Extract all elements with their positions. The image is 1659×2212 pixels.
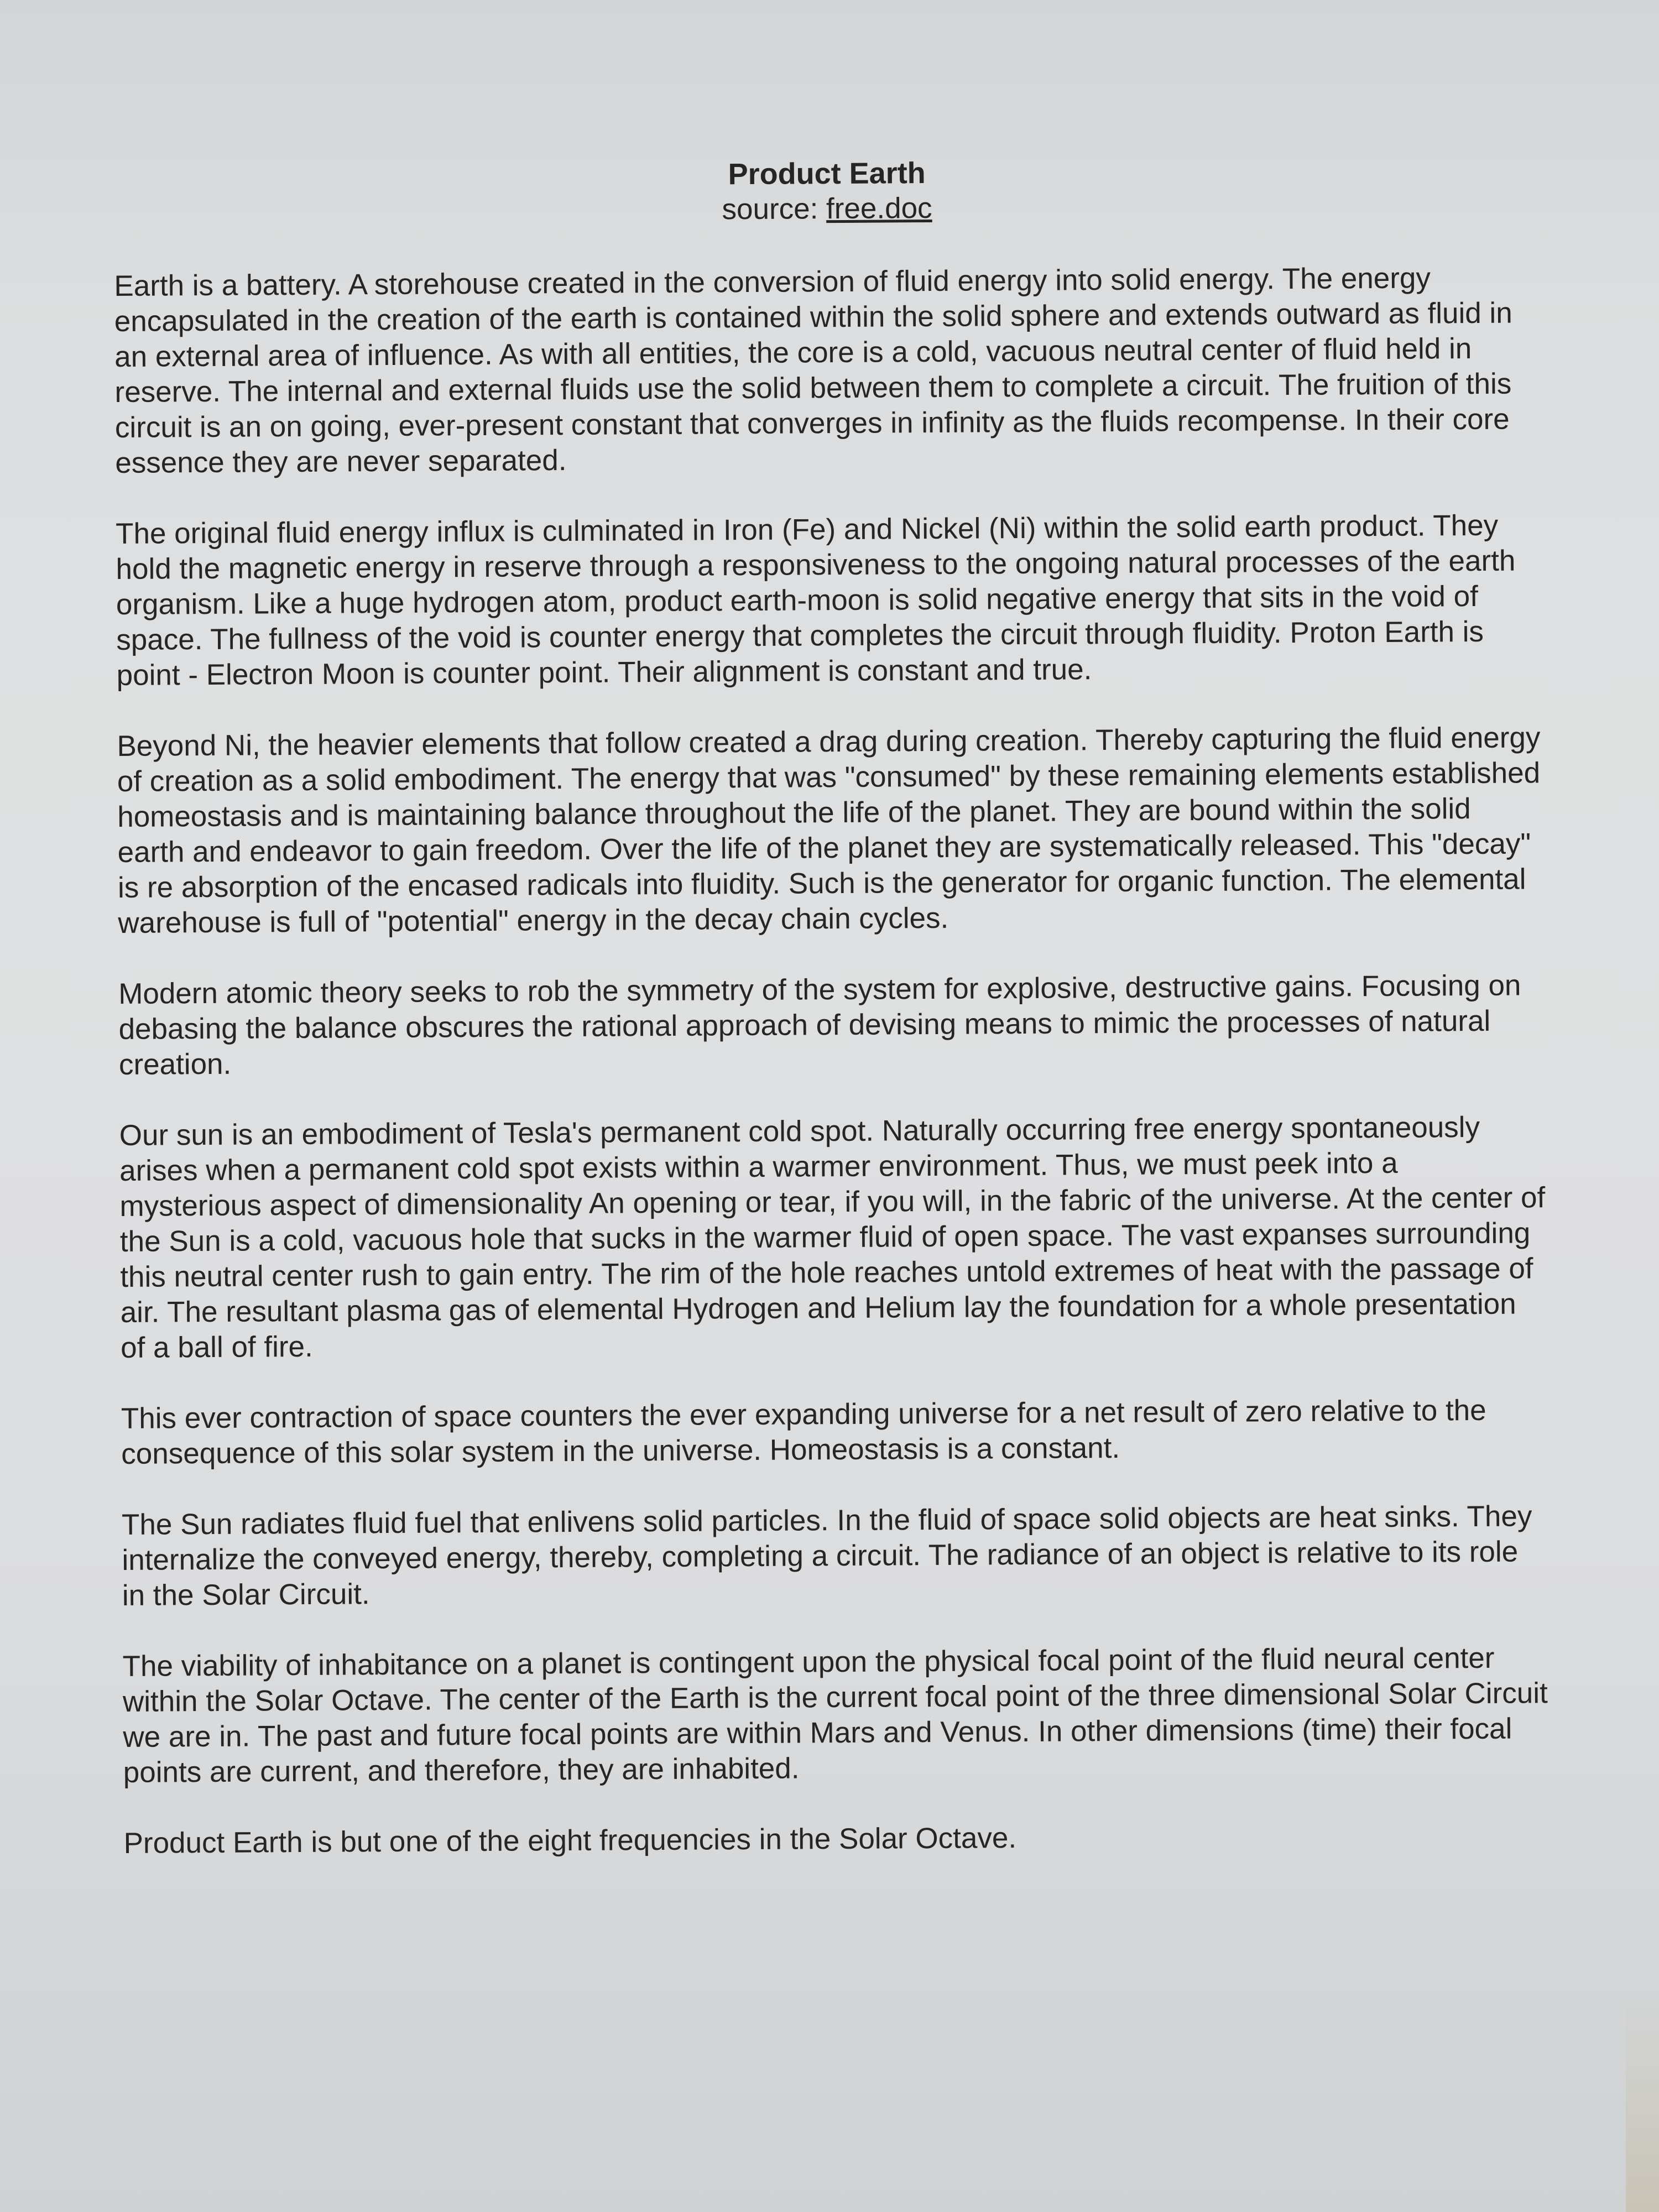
- paragraph-7: The Sun radiates fluid fuel that enlivens solid particles. In the fluid of space solid objects are heat sinks. They internalize the conveyed energy, thereby, completing a circuit. The radiance of an object is relative to its role in the Solar Circuit.: [121, 1500, 1532, 1612]
- paragraph-1: Earth is a battery. A storehouse created in the conversion of fluid energy into solid energy. The energy encapsulated in the creation of the earth is contained within the solid sphere and extends outward as fluid in an external area of influence. As with all entities, the core is a cold, vacuous neutral center of fluid held in reserve. The internal and external fluids use the solid between them to complete a circuit. The fruition of this circuit is an on going, ever-present constant that converges in infinity as the fluids recompense. In their core essence they are never separated.: [114, 262, 1512, 479]
- paragraph-2: The original fluid energy influx is culminated in Iron (Fe) and Nickel (Ni) within the solid earth product. They hold the magnetic energy in reserve through a responsiveness to the ongoing natural processes of the earth organism. Like a huge hydrogen atom, product earth-moon is solid negative energy that sits in the void of space. The fullness of the void is counter energy that completes the circuit through fluidity. Proton Earth is point - Electron Moon is counter point. Their alignment is constant and true.: [115, 509, 1516, 692]
- source-label: source:: [722, 192, 827, 226]
- source-link[interactable]: free.doc: [826, 191, 932, 226]
- document-body: [113, 152, 1551, 1897]
- paragraph-6: This ever contraction of space counters the ever expanding universe for a net result of zero relative to the consequence of this solar system in the universe. Homeostasis is a constant.: [121, 1394, 1486, 1470]
- document-title: Product Earth: [728, 156, 926, 191]
- paragraph-4: Modern atomic theory seeks to rob the symmetry of the system for explosive, destructive gains. Focusing on debasing the balance obscures the rational approach of devising means to mimic the processes of natural creation.: [118, 969, 1521, 1081]
- paragraph-9: Product Earth is but one of the eight frequencies in the Solar Octave.: [123, 1822, 1017, 1860]
- paragraph-3: Beyond Ni, the heavier elements that follow created a drag during creation. Thereby capturing the fluid energy of creation as a solid embodiment. The energy that was "consumed" by these remaining elements established homeostasis and is maintaining balance throughout the life of the planet. They are bound within the solid earth and endeavor to gain freedom. Over the life of the planet they are systematically released. This "decay" is re absorption of the encased radicals into fluidity. Such is the generator for organic function. The elemental warehouse is full of "potential" energy in the decay chain cycles.: [117, 721, 1541, 940]
- paragraph-8: The viability of inhabitance on a planet is contingent upon the physical focal point of the fluid neural center within the Solar Octave. The center of the Earth is the current focal point of the three dimensional Solar Circuit we are in. The past and future focal points are within Mars and Venus. In other dimensions (time) their focal points are current, and therefore, they are inhabited.: [122, 1641, 1548, 1789]
- paragraph-5: Our sun is an embodiment of Tesla's permanent cold spot. Naturally occurring free energy spontaneously arises when a permanent cold spot exists within a warmer environment. Thus, we must peek into a mysterious aspect of dimensionality An opening or tear, if you will, in the fabric of the universe. At the center of the Sun is a cold, vacuous hole that sucks in the warmer fluid of open space. The vast expanses surrounding this neutral center rush to gain entry. The rim of the hole reaches untold extremes of heat with the passage of air. The resultant plasma gas of elemental Hydrogen and Helium lay the foundation for a whole presentation of a ball of fire.: [119, 1110, 1546, 1364]
